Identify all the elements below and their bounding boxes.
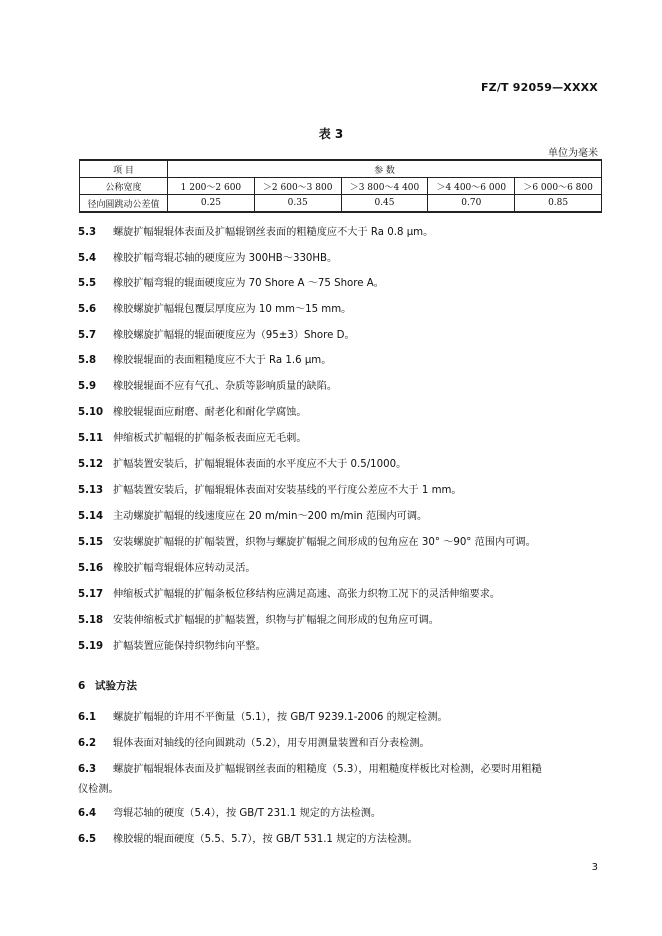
clause bbox=[78, 561, 608, 577]
clause-number: 5.12 bbox=[78, 459, 104, 470]
row-label-width: 公称宽度 bbox=[80, 178, 168, 195]
clause-text: 安装螺旋扩幅辊的扩幅装置，织物与螺旋扩幅辊之间形成的包角应在 30° ～90° 范围内可调。 bbox=[113, 537, 536, 548]
clause-text: 橡胶扩幅弯辊芯轴的硬度应为 300HB～330HB。 bbox=[113, 253, 338, 264]
clause-number: 5.15 bbox=[78, 537, 104, 548]
table-cell: ＞4 400～6 000 bbox=[428, 178, 515, 195]
clause bbox=[78, 276, 608, 292]
clause-number: 6.5 bbox=[78, 834, 97, 845]
clause bbox=[78, 457, 608, 473]
clause-text: 螺旋扩幅辊的许用不平衡量（5.1），按 GB/T 9239.1-2006 的规定检测。 bbox=[113, 712, 448, 723]
clause bbox=[78, 379, 608, 395]
section-title: 试验方法 bbox=[95, 680, 137, 692]
clause-text: 弯辊芯轴的硬度（5.4），按 GB/T 231.1 规定的方法检测。 bbox=[113, 808, 382, 819]
clause-number: 5.17 bbox=[78, 589, 104, 600]
clause bbox=[78, 225, 608, 241]
clause-number: 5.14 bbox=[78, 511, 104, 522]
clause-text: 橡胶螺旋扩幅辊包覆层厚度应为 10 mm～15 mm。 bbox=[113, 304, 352, 315]
clause-text: 扩幅装置应能保持织物纬向平整。 bbox=[113, 641, 266, 652]
clause-text: 辊体表面对轴线的径向圆跳动（5.2），用专用测量装置和百分表检测。 bbox=[113, 738, 430, 749]
clause-text: 橡胶扩幅弯辊辊体应转动灵活。 bbox=[113, 563, 256, 574]
table-title: 表 3 bbox=[318, 127, 344, 141]
clause bbox=[78, 405, 608, 421]
clause-number: 5.7 bbox=[78, 330, 97, 341]
clause-number: 5.5 bbox=[78, 278, 97, 289]
clause bbox=[78, 509, 608, 525]
header-params-cell: 参 数 bbox=[168, 160, 602, 178]
table-unit: 单位为毫米 bbox=[548, 148, 598, 159]
table-cell: ＞6 000～6 800 bbox=[515, 178, 602, 195]
clause-number: 6.4 bbox=[78, 808, 97, 819]
clause-number: 5.10 bbox=[78, 407, 104, 418]
clause bbox=[78, 613, 608, 629]
clause-number: 5.8 bbox=[78, 355, 97, 366]
clause-number: 5.16 bbox=[78, 563, 104, 574]
clause-text: 橡胶辊辊面应耐磨、耐老化和耐化学腐蚀。 bbox=[113, 407, 307, 418]
table-cell: ＞2 600～3 800 bbox=[254, 178, 341, 195]
table-cell: 0.35 bbox=[254, 195, 341, 213]
section-number: 6 bbox=[78, 680, 86, 692]
table-cell: 0.45 bbox=[341, 195, 428, 213]
section-heading bbox=[78, 678, 137, 693]
clause-text: 橡胶辊辊面的表面粗糙度应不大于 Ra 1.6 μm。 bbox=[113, 355, 332, 366]
clause-number: 5.13 bbox=[78, 485, 104, 496]
clause bbox=[78, 639, 608, 655]
table-cell: 0.70 bbox=[428, 195, 515, 213]
table-row-runout bbox=[80, 195, 602, 213]
clause bbox=[78, 762, 608, 778]
header-item-cell: 项 目 bbox=[80, 160, 168, 178]
clause-number: 5.3 bbox=[78, 227, 97, 238]
clause-text: 伸缩板式扩幅辊的扩幅条板位移结构应满足高速、高张力织物工况下的灵活伸缩要求。 bbox=[113, 589, 501, 600]
clause bbox=[78, 431, 608, 447]
clause-text: 扩幅装置安装后，扩幅辊辊体表面的水平度应不大于 0.5/1000。 bbox=[113, 459, 407, 470]
table-cell: ＞3 800～4 400 bbox=[341, 178, 428, 195]
table-cell: 1 200～2 600 bbox=[168, 178, 255, 195]
clause-text: 橡胶扩幅弯辊的辊面硬度应为 70 Shore A ～75 Shore A。 bbox=[113, 278, 384, 289]
clause-text: 主动螺旋扩幅辊的线速度应在 20 m/min～200 m/min 范围内可调。 bbox=[113, 511, 428, 522]
clause-number: 6.3 bbox=[78, 764, 97, 775]
clause-text: 橡胶辊辊面不应有气孔、杂质等影响质量的缺陷。 bbox=[113, 381, 338, 392]
clause-text: 橡胶辊的辊面硬度（5.5、5.7），按 GB/T 531.1 规定的方法检测。 bbox=[113, 834, 418, 845]
clause-number: 5.18 bbox=[78, 615, 104, 626]
clause bbox=[78, 328, 608, 344]
clause-text: 安装伸缩板式扩幅辊的扩幅装置，织物与扩幅辊之间形成的包角应可调。 bbox=[113, 615, 439, 626]
clause-number: 5.6 bbox=[78, 304, 97, 315]
clause-text: 伸缩板式扩幅辊的扩幅条板表面应无毛刺。 bbox=[113, 433, 307, 444]
clause bbox=[78, 535, 608, 551]
clause bbox=[78, 832, 608, 848]
clause bbox=[78, 302, 608, 318]
clause-continuation: 仪检测。 bbox=[78, 784, 119, 795]
clause bbox=[78, 483, 608, 499]
table-header-row bbox=[80, 160, 602, 178]
clause-number: 5.11 bbox=[78, 433, 104, 444]
clause-number: 6.1 bbox=[78, 712, 97, 723]
clause bbox=[78, 353, 608, 369]
clause-text: 扩幅装置安装后，扩幅辊辊体表面对安装基线的平行度公差应不大于 1 mm。 bbox=[113, 485, 462, 496]
row-label-runout: 径向圆跳动公差值 bbox=[80, 195, 168, 213]
clause-number: 6.2 bbox=[78, 738, 97, 749]
clause bbox=[78, 806, 608, 822]
clause-number: 5.19 bbox=[78, 641, 104, 652]
table-cell: 0.25 bbox=[168, 195, 255, 213]
standard-code: FZ/T 92059—XXXX bbox=[480, 81, 598, 94]
clause bbox=[78, 587, 608, 603]
clause-text: 螺旋扩幅辊辊体表面及扩幅辊钢丝表面的粗糙度（5.3），用粗糙度样板比对检测，必要时用粗糙 bbox=[113, 764, 542, 775]
clause-number: 5.4 bbox=[78, 253, 97, 264]
clause bbox=[78, 736, 608, 752]
parameter-table bbox=[79, 159, 602, 213]
table-cell: 0.85 bbox=[515, 195, 602, 213]
clause bbox=[78, 251, 608, 267]
clause-text: 螺旋扩幅辊辊体表面及扩幅辊钢丝表面的粗糙度应不大于 Ra 0.8 μm。 bbox=[113, 227, 434, 238]
clause bbox=[78, 710, 608, 726]
table-row-width bbox=[80, 178, 602, 195]
page-number: 3 bbox=[591, 862, 598, 873]
clause-text: 橡胶螺旋扩幅辊的辊面硬度应为（95±3）Shore D。 bbox=[113, 330, 355, 341]
clause-number: 5.9 bbox=[78, 381, 97, 392]
